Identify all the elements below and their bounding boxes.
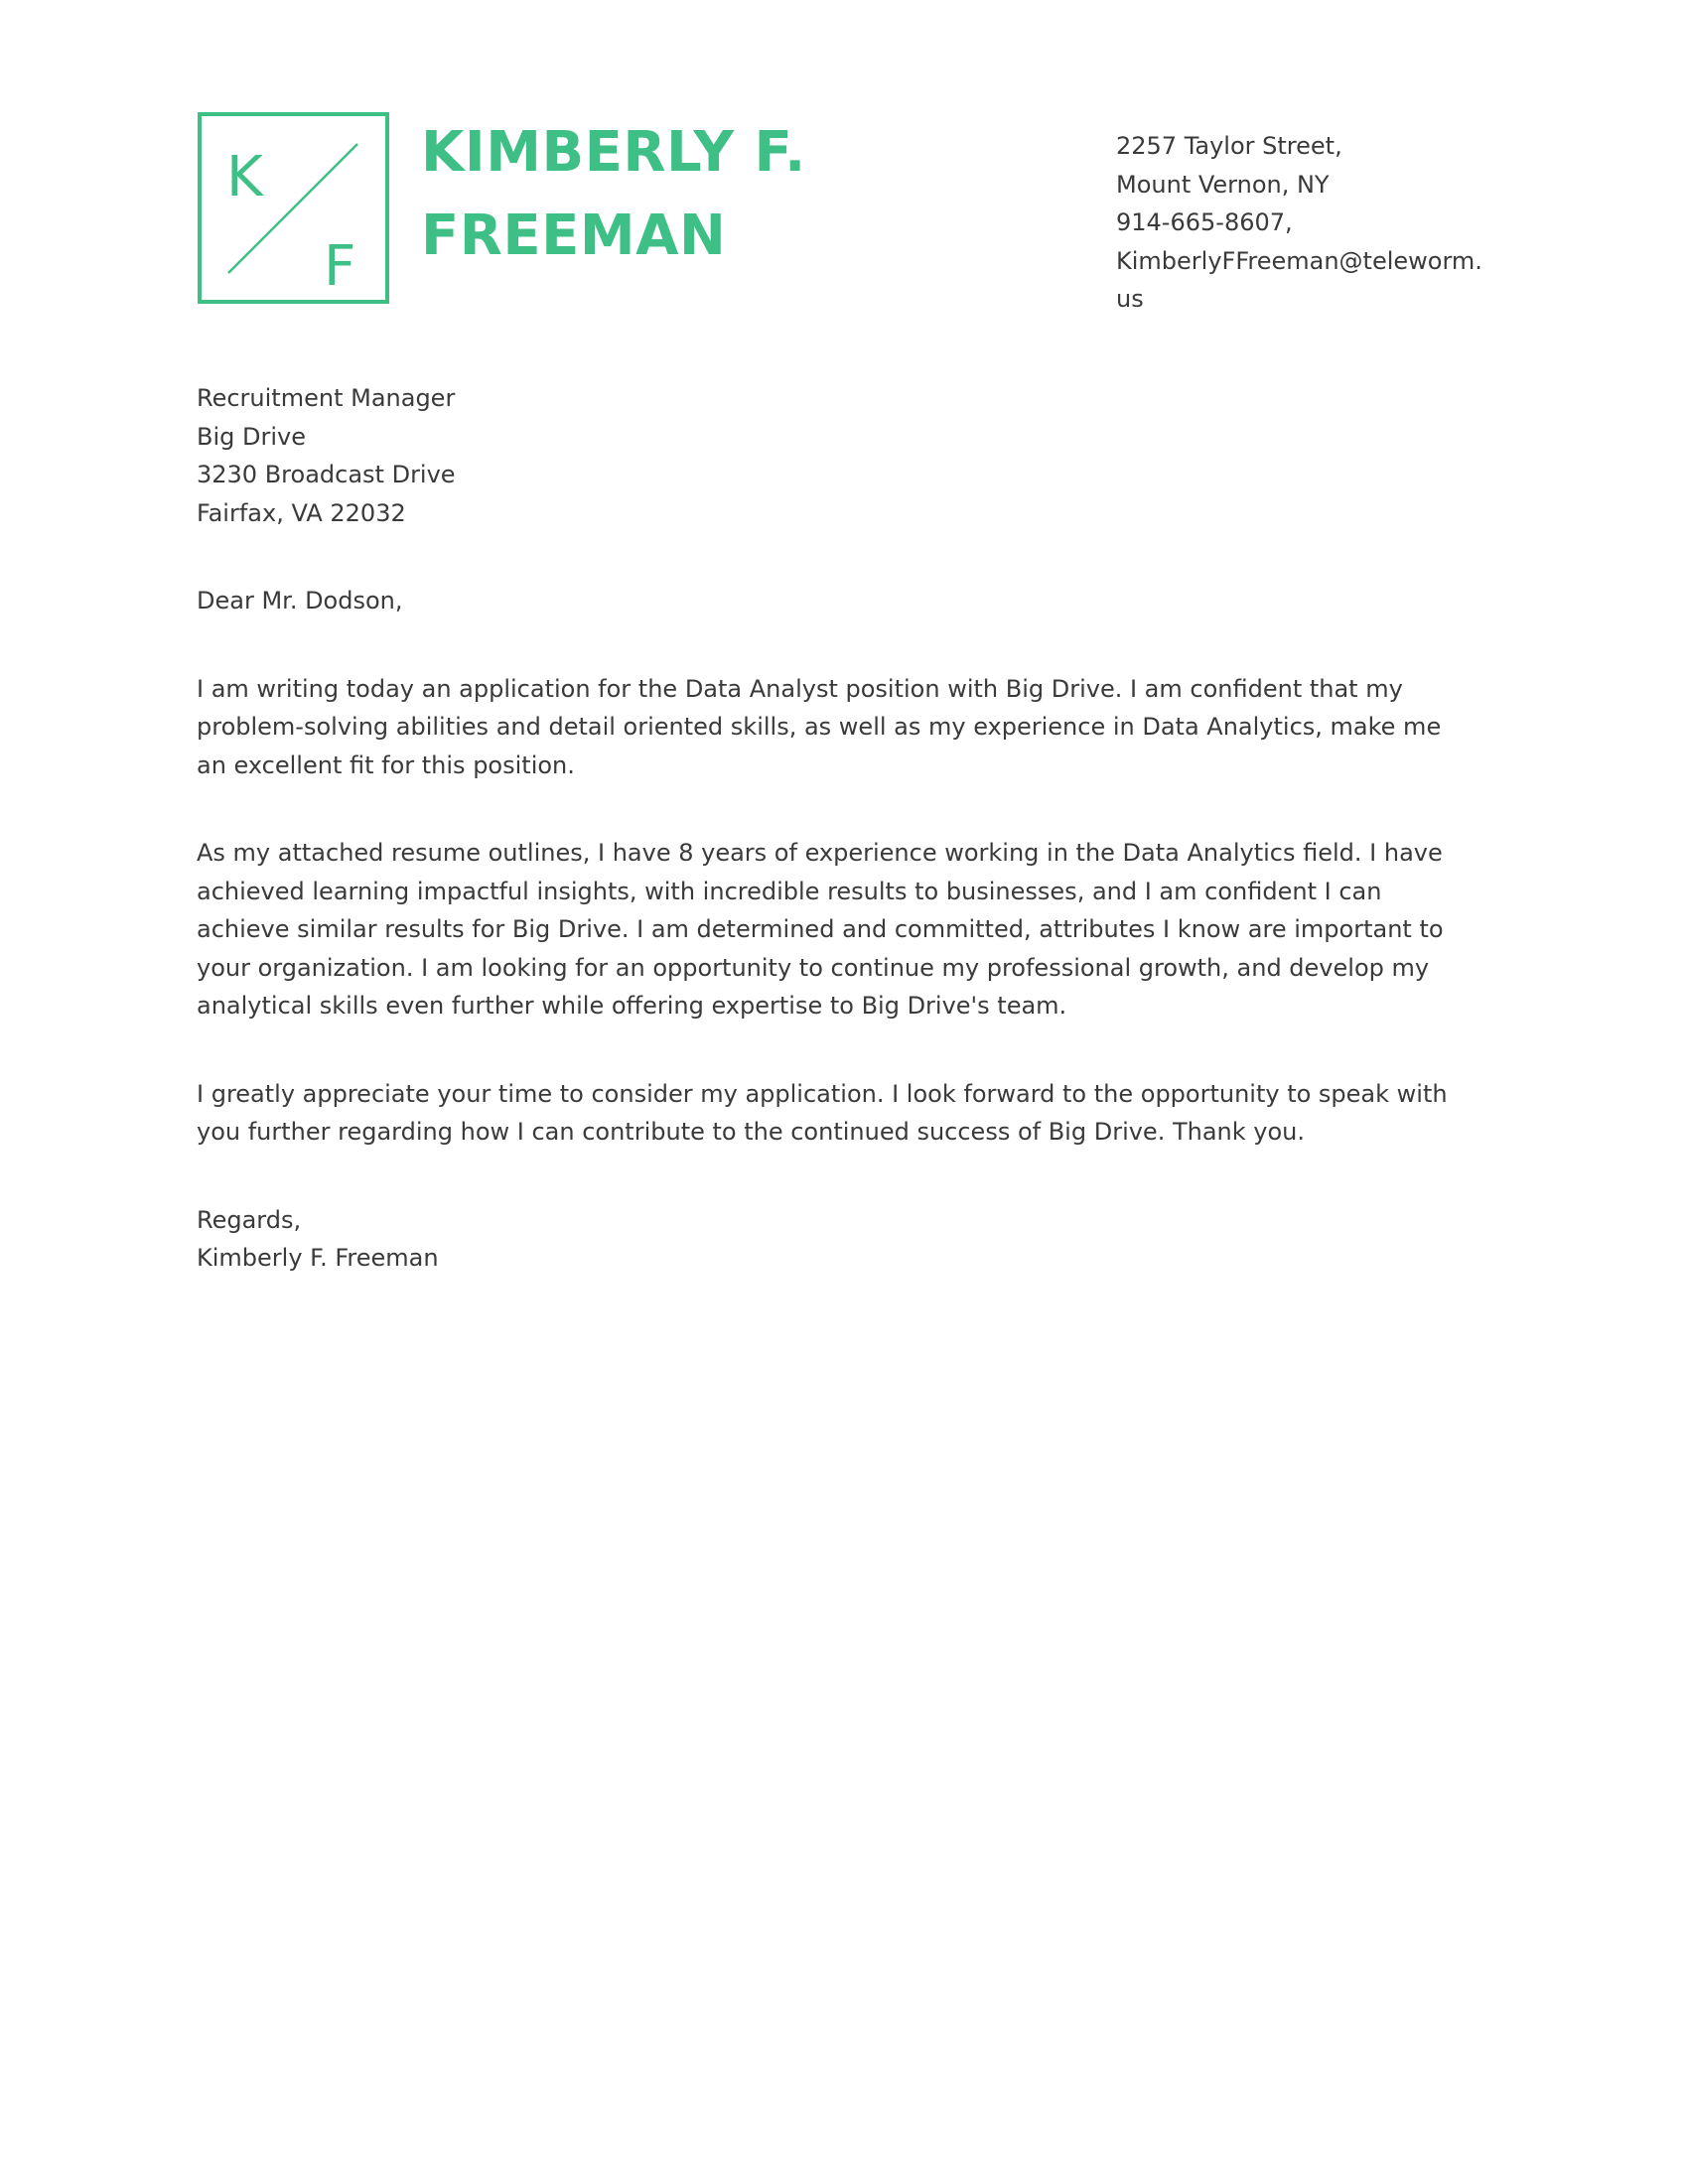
sign-off [197,1201,1477,1278]
paragraph-3 [197,1075,1477,1152]
recipient-title: Recruitment Manager [197,384,456,412]
recipient-address [197,379,1477,532]
closing: Regards, [197,1205,302,1234]
paragraph-2-text: As my attached resume outlines, I have 8 years of experience working in the Data Analytics field. I have achieved learning impactful insights, with incredible results to businesses, and I am confident I can achieve similar results for Big Drive. I am determined and committed, attributes I know are important to your organization. I am looking for an opportunity to continue my professional growth, and develop my analytical skills even further while offering expertise to Big Drive's team. [197,839,1444,1020]
contact-email-continued: us [1116,285,1144,313]
signature-name: Kimberly F. Freeman [197,1244,439,1272]
paragraph-2 [197,834,1477,1025]
contact-info [1116,127,1493,319]
monogram-letter-bottom: F [324,234,356,299]
monogram-letter-top: K [226,145,263,209]
contact-email: KimberlyFFreeman@teleworm. [1116,246,1482,275]
recipient-company: Big Drive [197,422,306,451]
contact-phone: 914-665-8607, [1116,208,1293,236]
monogram-logo [197,111,390,305]
name-line-2: FREEMAN [421,204,727,268]
applicant-name [421,111,1056,278]
letter-body [197,379,1477,1278]
paragraph-1-text: I am writing today an application for the Data Analyst position with Big Drive. I am confident that my problem-solving abilities and detail oriented skills, as well as my experience in Data Analytics, make me an excellent fit for this position. [197,674,1442,779]
name-line-1: KIMBERLY F. [421,120,806,185]
paragraph-3-text: I greatly appreciate your time to consider my application. I look forward to the opportunity to speak with you further regarding how I can contribute to the continued success of Big Drive. Thank you. [197,1079,1448,1146]
greeting: Dear Mr. Dodson, [197,587,403,614]
recipient-street: 3230 Broadcast Drive [197,461,456,488]
paragraph-1 [197,670,1477,785]
contact-street: 2257 Taylor Street, [1116,132,1342,160]
contact-city: Mount Vernon, NY [1116,170,1330,199]
recipient-city: Fairfax, VA 22032 [197,498,406,527]
